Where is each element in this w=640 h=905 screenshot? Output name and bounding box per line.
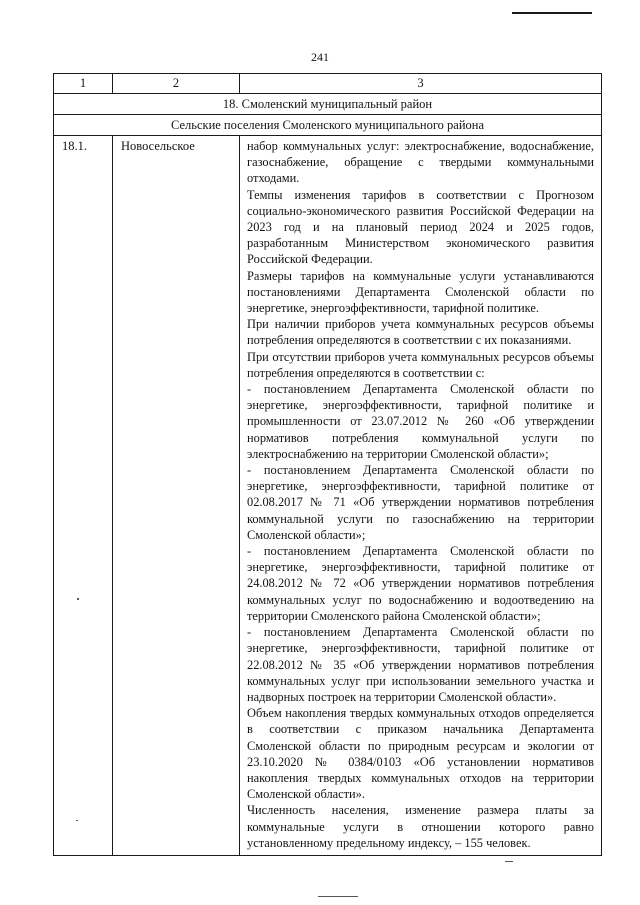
row-description xyxy=(240,136,602,856)
paragraph-water-norms: - постановлением Департамента Смоленской области по энергетике, энергоэффективности, тарифной политике от 24.08.2012 № 72 «Об утверждении нормативов потребления коммунальных услуг по водоснабжению и водоотведению на территории Смоленского района Смоленской области»; xyxy=(247,544,594,623)
page-number: 241 xyxy=(311,50,329,64)
row-number: 18.1. xyxy=(54,136,113,856)
paragraph-land-norms: - постановлением Департамента Смоленской области по энергетике, энергоэффективности, тарифной политике от 22.08.2012 № 35 «Об утверждении нормативов потребления коммунальных услуг при использовании земельного участка и надворных построек на территории Смоленской области». xyxy=(247,625,594,704)
settlement-name: Новосельское xyxy=(113,136,240,856)
paragraph-tariff-sizes: Размеры тарифов на коммунальные услуги устанавливаются постановлениями Департамента Смоленской области по энергетике, энергоэффективности, тарифной политике. xyxy=(247,268,594,316)
table-header-row xyxy=(54,74,602,94)
column-header-2: 2 xyxy=(113,74,240,94)
section-row xyxy=(54,94,602,115)
paragraph-meters-present: При наличии приборов учета коммунальных ресурсов объемы потребления определяются в соответствии с их показаниями. xyxy=(247,317,594,348)
paragraph-meters-absent: При отсутствии приборов учета коммунальных ресурсов объемы потребления определяются в соответствии с: xyxy=(247,349,594,380)
table-row xyxy=(54,136,602,856)
paragraph-population: Численность населения, изменение размера платы за коммунальные услуги в отношении которого равно установленному предельному индексу, – 155 человек. xyxy=(247,803,594,850)
scan-speck xyxy=(76,820,78,821)
paragraph-tariff-rates: Темпы изменения тарифов в соответствии с Прогнозом социально-экономического развития Российской Федерации на 2023 год и на плановый период 2024 и 2025 годов, разработанным Министерством экономического развития Российской Федерации. xyxy=(247,187,594,267)
subsection-title: Сельские поселения Смоленского муниципального района xyxy=(54,115,602,136)
paragraph-electricity-norms: - постановлением Департамента Смоленской области по энергетике, энергоэффективности, тарифной политике и промышленности от 23.07.2012 № 260 «Об утверждении нормативов потребления коммунальной услуги по электроснабжению на территории Смоленской области»; xyxy=(247,382,594,461)
section-title: 18. Смоленский муниципальный район xyxy=(54,94,602,115)
paragraph-gas-norms: - постановлением Департамента Смоленской области по энергетике, энергоэффективности, тарифной политике от 02.08.2017 № 71 «Об утверждении нормативов потребления коммунальной услуги по газоснабжению на территории Смоленской области»; xyxy=(247,463,594,542)
scan-speck xyxy=(505,861,513,862)
top-rule xyxy=(512,12,592,14)
document-table xyxy=(53,73,602,856)
paragraph-services: набор коммунальных услуг: электроснабжение, водоснабжение, газоснабжение, обращение с твердыми коммунальными отходами. xyxy=(247,139,594,186)
scan-speck xyxy=(318,896,358,897)
subsection-row xyxy=(54,115,602,136)
scan-speck xyxy=(77,598,79,600)
paragraph-waste-volume: Объем накопления твердых коммунальных отходов определяется в соответствии с приказом начальника Департамента Смоленской области по природным ресурсам и экологии от 23.10.2020 № 0384/0103 «Об установлении нормативов накопления твердых коммунальных отходов на территории Смоленской области». xyxy=(247,706,594,802)
column-header-3: 3 xyxy=(240,74,602,94)
column-header-1: 1 xyxy=(54,74,113,94)
